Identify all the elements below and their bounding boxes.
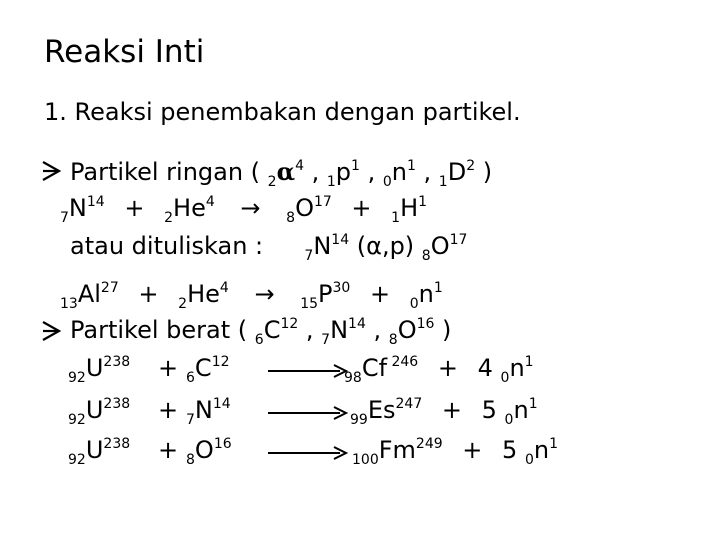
light-particles-line [70, 156, 492, 188]
plus-sign: + [158, 396, 179, 424]
nuclide-symbol: O [295, 194, 314, 222]
nuclide-a: 14 [212, 396, 231, 412]
nuclide-symbol: H [400, 194, 419, 222]
nuclide-a: 1 [528, 396, 538, 412]
heavy-reaction-2-products [350, 394, 538, 426]
nuclide-a: 12 [280, 316, 299, 332]
nuclide-a: 238 [103, 436, 131, 452]
nuclide-symbol: U [85, 354, 104, 382]
nuclide-a: 27 [100, 280, 119, 296]
nuclide-z: 1 [326, 174, 336, 190]
plus-sign: + [462, 436, 483, 464]
heavy-reaction-2-projectile [186, 394, 231, 426]
nuclide-z: 1 [391, 210, 401, 226]
reaction-arrow-icon: → [240, 194, 261, 222]
nuclide-symbol: U [85, 436, 104, 464]
nuclide-symbol: N [68, 194, 87, 222]
alt-notation-label: atau dituliskan : [70, 232, 264, 260]
close-paren: ) [475, 158, 493, 186]
heavy-reaction-3-plus [158, 434, 178, 466]
separator: , [303, 158, 327, 186]
heavy-reaction-3-projectile [186, 434, 232, 466]
nuclide-a: 1 [418, 194, 428, 210]
nuclide-z: 0 [504, 412, 514, 428]
plus-sign: + [351, 194, 372, 222]
nuclide-z: 6 [254, 332, 264, 348]
nuclide-z: 15 [300, 296, 319, 312]
nuclide-symbol: Es [367, 396, 396, 424]
slide-title: Reaksi Inti [44, 34, 205, 70]
plus-sign: + [369, 280, 391, 308]
nuclide-a: 14 [348, 316, 366, 332]
nuclide-a: 30 [332, 280, 351, 296]
heavy-reaction-1 [68, 352, 130, 384]
nuclide-symbol: n [509, 354, 525, 382]
nuclide-symbol: Fm [378, 436, 416, 464]
nuclide-symbol: He [173, 194, 206, 222]
nuclide-a: 1 [549, 436, 559, 452]
nuclide-z: 0 [524, 452, 534, 468]
nuclide-symbol: D [447, 158, 467, 186]
neutron-count: 4 [477, 354, 493, 382]
nuclide-symbol: O [430, 232, 450, 260]
nuclide-symbol: Al [77, 280, 101, 308]
nuclide-symbol: He [187, 280, 220, 308]
nuclide-symbol: p [335, 158, 352, 186]
nuclide-a: 12 [211, 354, 230, 370]
close-paren: ) [434, 316, 452, 344]
heavy-particles-line [70, 314, 451, 346]
nuclide-a: 246 [387, 354, 419, 370]
nuclide-z: 92 [68, 370, 86, 386]
separator: , [415, 158, 439, 186]
nuclide-a: 238 [103, 354, 131, 370]
nuclide-z: 8 [186, 452, 195, 468]
plus-sign: + [158, 354, 179, 382]
nuclide-a: 247 [395, 396, 423, 412]
heavy-reaction-2-plus [158, 394, 178, 426]
reaction-arrow-icon: → [254, 280, 275, 308]
nuclide-a: 14 [331, 232, 350, 248]
nuclide-z: 100 [352, 452, 379, 468]
nuclide-symbol: C [194, 354, 212, 382]
plus-sign: + [138, 280, 159, 308]
nuclide-a: 17 [313, 194, 332, 210]
nuclide-a: 1 [406, 158, 416, 174]
nuclide-z: 0 [409, 296, 419, 312]
nuclide-a: 14 [86, 194, 105, 210]
nuclide-z: 6 [186, 370, 195, 386]
nuclide-a: 16 [213, 436, 232, 452]
heavy-reaction-2 [68, 394, 130, 426]
nuclide-z: 7 [60, 210, 69, 226]
nuclide-z: 7 [321, 332, 331, 348]
nuclide-z: 2 [164, 210, 174, 226]
nuclide-z: 0 [500, 370, 510, 386]
nuclide-symbol: O [397, 316, 417, 344]
heavy-reaction-3 [68, 434, 130, 466]
reaction-equation-2 [60, 278, 443, 310]
nuclide-z: 7 [304, 248, 314, 264]
nuclide-z: 13 [60, 296, 78, 312]
nuclide-a: 4 [295, 158, 304, 174]
nuclide-symbol: n [391, 158, 407, 186]
nuclide-symbol: N [194, 396, 213, 424]
heavy-reaction-1-projectile [186, 352, 230, 384]
nuclide-symbol: n [533, 436, 550, 464]
neutron-count: 5 [502, 436, 518, 464]
nuclide-a: 4 [205, 194, 215, 210]
nuclide-a: 17 [449, 232, 468, 248]
nuclide-a: 238 [103, 396, 131, 412]
plus-sign: + [437, 354, 458, 382]
arrow-bullet-icon [40, 320, 62, 342]
nuclide-symbol: N [330, 316, 349, 344]
nuclide-a: 2 [466, 158, 476, 174]
nuclide-z: 2 [178, 296, 188, 312]
nuclide-symbol: n [418, 280, 434, 308]
nuclide-symbol: N [313, 232, 332, 260]
nuclide-z: 1 [438, 174, 448, 190]
nuclide-symbol: n [513, 396, 529, 424]
nuclide-a: 1 [433, 280, 443, 296]
long-arrow-icon [268, 364, 348, 378]
nuclide-symbol: U [85, 396, 104, 424]
heavy-particles-label: Partikel berat ( [70, 316, 255, 344]
nuclide-symbol: O [194, 436, 214, 464]
nuclide-z: 7 [186, 412, 195, 428]
heavy-reaction-1-plus [158, 352, 178, 384]
nuclide-symbol: P [318, 280, 333, 308]
neutron-count: 5 [481, 396, 497, 424]
long-arrow-icon [268, 406, 348, 420]
nuclide-a: 16 [416, 316, 435, 332]
alt-notation-line [70, 230, 467, 262]
separator: , [359, 158, 383, 186]
nuclide-z: 8 [421, 248, 431, 264]
plus-sign: + [441, 396, 462, 424]
nuclide-a: 249 [415, 436, 443, 452]
slide-subtitle: 1. Reaksi penembakan dengan partikel. [44, 98, 521, 126]
nuclide-a: 4 [219, 280, 229, 296]
nuclide-symbol: Cf [361, 354, 388, 382]
reaction-equation-1 [60, 192, 427, 224]
plus-sign: + [124, 194, 145, 222]
separator: , [298, 316, 322, 344]
nuclide-a: 1 [351, 158, 360, 174]
separator: , [365, 316, 389, 344]
nuclide-z: 92 [68, 412, 86, 428]
nuclide-z: 8 [286, 210, 296, 226]
heavy-reaction-1-products [344, 352, 534, 384]
nuclide-z: 92 [68, 452, 86, 468]
reaction-shorthand: (α,p) [349, 232, 422, 260]
nuclide-z: 99 [350, 412, 368, 428]
nuclide-z: 8 [388, 332, 398, 348]
plus-sign: + [158, 436, 179, 464]
nuclide-z: 98 [344, 370, 362, 386]
long-arrow-icon [268, 446, 348, 460]
nuclide-z: 2 [267, 174, 277, 190]
nuclide-z: 0 [382, 174, 392, 190]
nuclide-a: 1 [524, 354, 534, 370]
nuclide-symbol: C [263, 316, 281, 344]
heavy-reaction-3-products [352, 434, 558, 466]
light-particles-label: Partikel ringan ( [70, 158, 268, 186]
arrow-bullet-icon [40, 160, 62, 182]
nuclide-symbol: α [276, 157, 296, 186]
